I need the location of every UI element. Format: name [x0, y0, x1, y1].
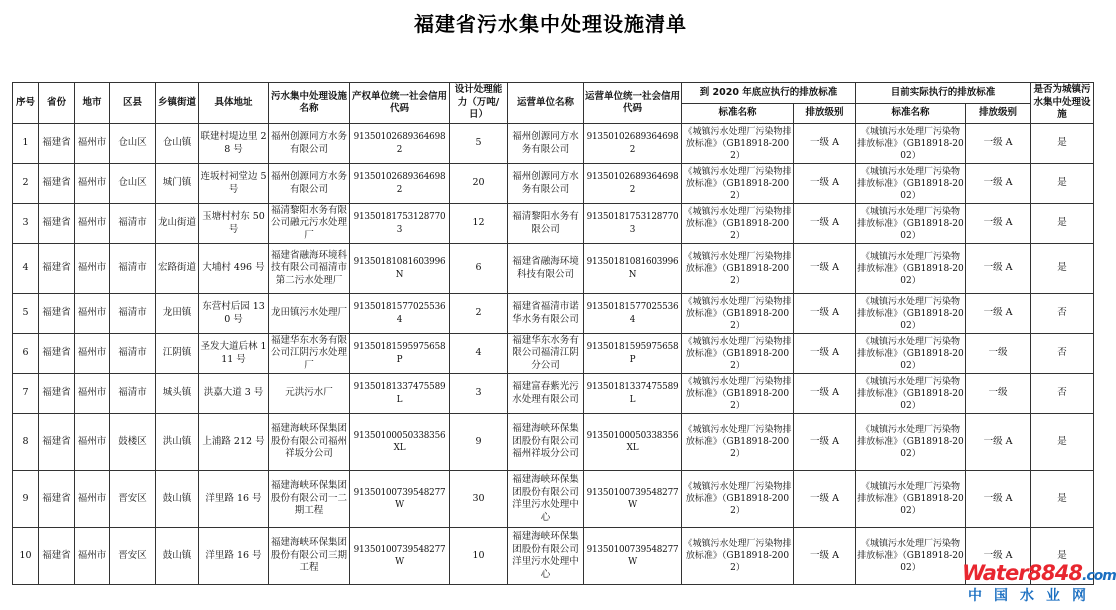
cell-operator-code: 91350100739548277W [584, 528, 682, 585]
cell-is-town: 是 [1031, 204, 1094, 244]
cell-facility: 元洪污水厂 [269, 374, 350, 414]
cell-town: 江阴镇 [156, 334, 199, 374]
cell-stdcur-name: 《城镇污水处理厂污染物排放标准》（GB18918-2002） [856, 471, 966, 528]
cell-city: 福州市 [75, 294, 110, 334]
header-facility: 污水集中处理设施名称 [269, 83, 350, 124]
watermark-brand: Water8848.com [962, 561, 1116, 585]
cell-std2020-level: 一级 A [794, 244, 856, 294]
cell-stdcur-name: 《城镇污水处理厂污染物排放标准》（GB18918-2002） [856, 204, 966, 244]
cell-operator: 福州创源同方水务有限公司 [508, 164, 584, 204]
cell-stdcur-level: 一级 A [966, 164, 1031, 204]
cell-std2020-level: 一级 A [794, 414, 856, 471]
cell-stdcur-name: 《城镇污水处理厂污染物排放标准》（GB18918-2002） [856, 528, 966, 585]
table-row [13, 414, 1094, 471]
cell-is-town: 否 [1031, 374, 1094, 414]
cell-operator: 福建海峡环保集团股份有限公司福州祥坂分公司 [508, 414, 584, 471]
cell-stdcur-name: 《城镇污水处理厂污染物排放标准》（GB18918-2002） [856, 294, 966, 334]
cell-owner-code: 91350100050338356XL [350, 414, 450, 471]
cell-facility: 福建海峡环保集团股份有限公司一二期工程 [269, 471, 350, 528]
cell-seq: 8 [13, 414, 39, 471]
cell-owner-code: 91350181595975658P [350, 334, 450, 374]
cell-owner-code: 91350181081603996N [350, 244, 450, 294]
cell-city: 福州市 [75, 124, 110, 164]
header-city: 地市 [75, 83, 110, 124]
cell-std2020-level: 一级 A [794, 204, 856, 244]
cell-town: 洪山镇 [156, 414, 199, 471]
cell-district: 晋安区 [110, 471, 156, 528]
table-row [13, 164, 1094, 204]
cell-city: 福州市 [75, 244, 110, 294]
cell-district: 仓山区 [110, 164, 156, 204]
cell-town: 城门镇 [156, 164, 199, 204]
table-row [13, 334, 1094, 374]
cell-is-town: 是 [1031, 471, 1094, 528]
watermark-cn-text: 中国水业网 [968, 588, 1098, 604]
cell-capacity: 4 [450, 334, 508, 374]
cell-std2020-name: 《城镇污水处理厂污染物排放标准》（GB18918-2002） [682, 124, 794, 164]
cell-operator-code: 913501817531287703 [584, 204, 682, 244]
cell-district: 仓山区 [110, 124, 156, 164]
header-operator-code: 运营单位统一社会信用代码 [584, 83, 682, 124]
cell-province: 福建省 [39, 471, 75, 528]
cell-std2020-level: 一级 A [794, 471, 856, 528]
cell-facility: 福建省融海环境科技有限公司福清市第二污水处理厂 [269, 244, 350, 294]
facility-table [12, 82, 1116, 585]
cell-town: 宏路街道 [156, 244, 199, 294]
cell-town: 龙田镇 [156, 294, 199, 334]
cell-operator-code: 91350181595975658P [584, 334, 682, 374]
cell-operator: 福建华东水务有限公司福清江阴分公司 [508, 334, 584, 374]
header-capacity: 设计处理能力（万吨/日） [450, 83, 508, 124]
cell-is-town: 是 [1031, 164, 1094, 204]
header-group-2020: 到 2020 年底应执行的排放标准 [682, 83, 856, 104]
cell-operator: 福建富春紫光污水处理有限公司 [508, 374, 584, 414]
cell-province: 福建省 [39, 374, 75, 414]
cell-province: 福建省 [39, 294, 75, 334]
cell-std2020-name: 《城镇污水处理厂污染物排放标准》（GB18918-2002） [682, 164, 794, 204]
cell-town: 龙山街道 [156, 204, 199, 244]
cell-capacity: 2 [450, 294, 508, 334]
cell-capacity: 30 [450, 471, 508, 528]
cell-std2020-name: 《城镇污水处理厂污染物排放标准》（GB18918-2002） [682, 204, 794, 244]
cell-capacity: 5 [450, 124, 508, 164]
cell-town: 鼓山镇 [156, 471, 199, 528]
cell-address: 大埔村 496 号 [199, 244, 269, 294]
header-province: 省份 [39, 83, 75, 124]
cell-std2020-name: 《城镇污水处理厂污染物排放标准》（GB18918-2002） [682, 414, 794, 471]
cell-facility: 福建海峡环保集团股份有限公司福州祥坂分公司 [269, 414, 350, 471]
cell-std2020-level: 一级 A [794, 374, 856, 414]
cell-seq: 4 [13, 244, 39, 294]
cell-address: 玉塘村村东 50 号 [199, 204, 269, 244]
table-row [13, 124, 1094, 164]
cell-facility: 福州创源同方水务有限公司 [269, 164, 350, 204]
cell-owner-code: 913501817531287703 [350, 204, 450, 244]
header-district: 区县 [110, 83, 156, 124]
cell-owner-code: 91350181337475589L [350, 374, 450, 414]
cell-seq: 2 [13, 164, 39, 204]
cell-address: 洪嘉大道 3 号 [199, 374, 269, 414]
header-address: 具体地址 [199, 83, 269, 124]
cell-stdcur-level: 一级 A [966, 528, 1031, 585]
cell-province: 福建省 [39, 334, 75, 374]
cell-capacity: 9 [450, 414, 508, 471]
header-stdcur-level: 排放级别 [966, 104, 1031, 124]
cell-operator: 福建省福清市诺华水务有限公司 [508, 294, 584, 334]
cell-district: 福清市 [110, 204, 156, 244]
cell-facility: 福州创源同方水务有限公司 [269, 124, 350, 164]
watermark-logo [962, 561, 1116, 606]
cell-stdcur-level: 一级 A [966, 294, 1031, 334]
header-owner-code: 产权单位统一社会信用代码 [350, 83, 450, 124]
cell-address: 连坂村祠堂边 5 号 [199, 164, 269, 204]
cell-capacity: 3 [450, 374, 508, 414]
cell-seq: 9 [13, 471, 39, 528]
cell-stdcur-level: 一级 A [966, 471, 1031, 528]
cell-operator: 福建海峡环保集团股份有限公司洋里污水处理中心 [508, 528, 584, 585]
table-row [13, 204, 1094, 244]
cell-district: 福清市 [110, 294, 156, 334]
cell-province: 福建省 [39, 124, 75, 164]
cell-capacity: 12 [450, 204, 508, 244]
cell-is-town: 是 [1031, 528, 1094, 585]
cell-district: 福清市 [110, 334, 156, 374]
cell-std2020-level: 一级 A [794, 334, 856, 374]
cell-district: 鼓楼区 [110, 414, 156, 471]
cell-operator: 福建省融海环境科技有限公司 [508, 244, 584, 294]
cell-address: 上浦路 212 号 [199, 414, 269, 471]
cell-facility: 福建海峡环保集团股份有限公司三期工程 [269, 528, 350, 585]
cell-facility: 龙田镇污水处理厂 [269, 294, 350, 334]
cell-capacity: 20 [450, 164, 508, 204]
page-title: 福建省污水集中处理设施清单 [414, 12, 687, 36]
table-row [13, 528, 1094, 585]
cell-owner-code: 91350100739548277W [350, 528, 450, 585]
cell-std2020-level: 一级 A [794, 528, 856, 585]
cell-province: 福建省 [39, 414, 75, 471]
cell-facility: 福建华东水务有限公司江阴污水处理厂 [269, 334, 350, 374]
cell-stdcur-level: 一级 A [966, 204, 1031, 244]
cell-town: 仓山镇 [156, 124, 199, 164]
cell-town: 鼓山镇 [156, 528, 199, 585]
cell-operator: 福清黎阳水务有限公司 [508, 204, 584, 244]
cell-province: 福建省 [39, 164, 75, 204]
header-stdcur-name: 标准名称 [856, 104, 966, 124]
cell-stdcur-name: 《城镇污水处理厂污染物排放标准》（GB18918-2002） [856, 374, 966, 414]
cell-capacity: 6 [450, 244, 508, 294]
cell-stdcur-level: 一级 A [966, 414, 1031, 471]
cell-std2020-name: 《城镇污水处理厂污染物排放标准》（GB18918-2002） [682, 471, 794, 528]
header-std2020-level: 排放级别 [794, 104, 856, 124]
cell-seq: 6 [13, 334, 39, 374]
cell-province: 福建省 [39, 204, 75, 244]
cell-seq: 1 [13, 124, 39, 164]
table-row [13, 294, 1094, 334]
cell-stdcur-name: 《城镇污水处理厂污染物排放标准》（GB18918-2002） [856, 124, 966, 164]
cell-city: 福州市 [75, 164, 110, 204]
cell-district: 福清市 [110, 244, 156, 294]
cell-is-town: 否 [1031, 294, 1094, 334]
cell-town: 城头镇 [156, 374, 199, 414]
cell-address: 洋里路 16 号 [199, 528, 269, 585]
cell-owner-code: 913501026893646982 [350, 164, 450, 204]
cell-operator-code: 913501026893646982 [584, 124, 682, 164]
cell-owner-code: 91350100739548277W [350, 471, 450, 528]
header-operator: 运营单位名称 [508, 83, 584, 124]
cell-std2020-level: 一级 A [794, 294, 856, 334]
cell-city: 福州市 [75, 471, 110, 528]
header-town: 乡镇街道 [156, 83, 199, 124]
table-row [13, 244, 1094, 294]
cell-address: 洋里路 16 号 [199, 471, 269, 528]
cell-is-town: 是 [1031, 124, 1094, 164]
cell-seq: 10 [13, 528, 39, 585]
cell-operator-code: 913501815770255364 [584, 294, 682, 334]
cell-is-town: 是 [1031, 244, 1094, 294]
cell-city: 福州市 [75, 528, 110, 585]
cell-address: 联建村堤边里 28 号 [199, 124, 269, 164]
cell-district: 晋安区 [110, 528, 156, 585]
cell-province: 福建省 [39, 244, 75, 294]
cell-address: 东营村后园 130 号 [199, 294, 269, 334]
cell-operator-code: 91350100739548277W [584, 471, 682, 528]
cell-operator-code: 91350181081603996N [584, 244, 682, 294]
header-group-current: 目前实际执行的排放标准 [856, 83, 1031, 104]
header-is-town: 是否为城镇污水集中处理设施 [1031, 83, 1094, 124]
cell-std2020-level: 一级 A [794, 124, 856, 164]
header-seq: 序号 [13, 83, 39, 124]
cell-facility: 福清黎阳水务有限公司融元污水处理厂 [269, 204, 350, 244]
cell-stdcur-name: 《城镇污水处理厂污染物排放标准》（GB18918-2002） [856, 414, 966, 471]
cell-operator: 福建海峡环保集团股份有限公司洋里污水处理中心 [508, 471, 584, 528]
table-body [13, 124, 1116, 585]
cell-is-town: 否 [1031, 334, 1094, 374]
cell-seq: 7 [13, 374, 39, 414]
cell-operator-code: 91350100050338356XL [584, 414, 682, 471]
cell-capacity: 10 [450, 528, 508, 585]
table-row [13, 471, 1094, 528]
cell-std2020-level: 一级 A [794, 164, 856, 204]
cell-operator-code: 91350181337475589L [584, 374, 682, 414]
cell-stdcur-level: 一级 A [966, 124, 1031, 164]
cell-address: 圣发大道后林 111 号 [199, 334, 269, 374]
cell-std2020-name: 《城镇污水处理厂污染物排放标准》（GB18918-2002） [682, 528, 794, 585]
cell-seq: 3 [13, 204, 39, 244]
cell-city: 福州市 [75, 414, 110, 471]
table-row [13, 374, 1094, 414]
cell-city: 福州市 [75, 204, 110, 244]
cell-stdcur-name: 《城镇污水处理厂污染物排放标准》（GB18918-2002） [856, 164, 966, 204]
cell-city: 福州市 [75, 374, 110, 414]
table-header [13, 83, 1094, 124]
cell-std2020-name: 《城镇污水处理厂污染物排放标准》（GB18918-2002） [682, 294, 794, 334]
cell-district: 福清市 [110, 374, 156, 414]
cell-stdcur-level: 一级 [966, 374, 1031, 414]
cell-is-town: 是 [1031, 414, 1094, 471]
cell-seq: 5 [13, 294, 39, 334]
header-std2020-name: 标准名称 [682, 104, 794, 124]
cell-std2020-name: 《城镇污水处理厂污染物排放标准》（GB18918-2002） [682, 374, 794, 414]
cell-stdcur-name: 《城镇污水处理厂污染物排放标准》（GB18918-2002） [856, 244, 966, 294]
cell-stdcur-level: 一级 A [966, 244, 1031, 294]
cell-stdcur-level: 一级 [966, 334, 1031, 374]
cell-operator-code: 913501026893646982 [584, 164, 682, 204]
cell-std2020-name: 《城镇污水处理厂污染物排放标准》（GB18918-2002） [682, 334, 794, 374]
cell-stdcur-name: 《城镇污水处理厂污染物排放标准》（GB18918-2002） [856, 334, 966, 374]
cell-province: 福建省 [39, 528, 75, 585]
cell-std2020-name: 《城镇污水处理厂污染物排放标准》（GB18918-2002） [682, 244, 794, 294]
cell-owner-code: 913501815770255364 [350, 294, 450, 334]
cell-city: 福州市 [75, 334, 110, 374]
cell-operator: 福州创源同方水务有限公司 [508, 124, 584, 164]
cell-owner-code: 913501026893646982 [350, 124, 450, 164]
